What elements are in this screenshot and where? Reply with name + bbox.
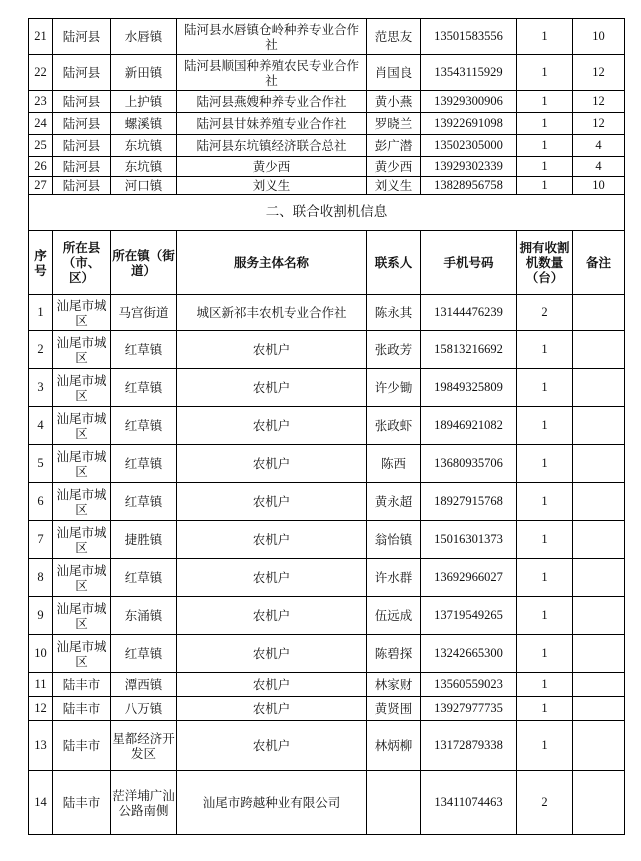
cell-count: 1: [517, 157, 573, 177]
table-row: [29, 521, 625, 559]
cell-entity: 陆河县水唇镇仓岭种养专业合作社: [177, 19, 367, 55]
cell-town: 红草镇: [111, 559, 177, 597]
cell-count: 1: [517, 721, 573, 771]
header-town: 所在镇（街道）: [111, 231, 177, 295]
cell-phone: 13543115929: [421, 55, 517, 91]
cell-count: 1: [517, 483, 573, 521]
cell-phone: 13922691098: [421, 113, 517, 135]
cell-phone: 13719549265: [421, 597, 517, 635]
cell-phone: 18927915768: [421, 483, 517, 521]
cell-entity: 农机户: [177, 521, 367, 559]
cell-no: 1: [29, 295, 53, 331]
cell-count: 1: [517, 445, 573, 483]
cell-contact: 范思友: [367, 19, 421, 55]
header-row: [29, 231, 625, 295]
section-title: 二、联合收割机信息: [29, 195, 625, 231]
cell-entity: 刘义生: [177, 177, 367, 195]
table-row: [29, 91, 625, 113]
cell-entity: 汕尾市跨越种业有限公司: [177, 771, 367, 835]
header-count: 拥有收割机数量（台）: [517, 231, 573, 295]
cell-contact: 许水群: [367, 559, 421, 597]
header-remark: 备注: [573, 231, 625, 295]
cell-no: 10: [29, 635, 53, 673]
cell-contact: 张政芳: [367, 331, 421, 369]
cell-county: 陆河县: [53, 177, 111, 195]
cell-contact: 翁怡镇: [367, 521, 421, 559]
cell-contact: 张政虾: [367, 407, 421, 445]
cell-remark: [573, 445, 625, 483]
cell-town: 红草镇: [111, 369, 177, 407]
cell-county: 陆河县: [53, 135, 111, 157]
cell-county: 陆丰市: [53, 771, 111, 835]
cell-no: 8: [29, 559, 53, 597]
cell-entity: 农机户: [177, 407, 367, 445]
cell-entity: 农机户: [177, 445, 367, 483]
cell-entity: 陆河县甘妹养殖专业合作社: [177, 113, 367, 135]
cell-town: 东坑镇: [111, 135, 177, 157]
cell-entity: 农机户: [177, 483, 367, 521]
cell-county: 陆河县: [53, 19, 111, 55]
table-row: [29, 721, 625, 771]
cell-town: 新田镇: [111, 55, 177, 91]
cell-no: 7: [29, 521, 53, 559]
cell-entity: 农机户: [177, 559, 367, 597]
cell-no: 23: [29, 91, 53, 113]
cell-no: 4: [29, 407, 53, 445]
table-row: [29, 673, 625, 697]
cell-contact: 肖国良: [367, 55, 421, 91]
cell-remark: 4: [573, 157, 625, 177]
cell-no: 22: [29, 55, 53, 91]
cell-remark: [573, 771, 625, 835]
cell-county: 汕尾市城区: [53, 369, 111, 407]
table-row: [29, 369, 625, 407]
cell-remark: 12: [573, 55, 625, 91]
cell-count: 1: [517, 331, 573, 369]
cell-town: 红草镇: [111, 635, 177, 673]
cell-remark: [573, 369, 625, 407]
cell-phone: 13501583556: [421, 19, 517, 55]
cell-town: 捷胜镇: [111, 521, 177, 559]
cell-town: 水唇镇: [111, 19, 177, 55]
cell-count: 1: [517, 407, 573, 445]
cell-remark: [573, 597, 625, 635]
cell-entity: 农机户: [177, 721, 367, 771]
cell-no: 14: [29, 771, 53, 835]
cell-contact: 陈西: [367, 445, 421, 483]
cell-no: 6: [29, 483, 53, 521]
cell-phone: 13927977735: [421, 697, 517, 721]
cell-contact: 陈碧探: [367, 635, 421, 673]
cell-count: 1: [517, 697, 573, 721]
cell-county: 汕尾市城区: [53, 521, 111, 559]
cell-town: 八万镇: [111, 697, 177, 721]
table-row: [29, 177, 625, 195]
cell-entity: 农机户: [177, 369, 367, 407]
cell-contact: 陈永其: [367, 295, 421, 331]
header-contact: 联系人: [367, 231, 421, 295]
header-no: 序号: [29, 231, 53, 295]
cell-town: 螺溪镇: [111, 113, 177, 135]
cell-no: 11: [29, 673, 53, 697]
cell-remark: [573, 483, 625, 521]
cell-town: 东坑镇: [111, 157, 177, 177]
cell-county: 陆河县: [53, 157, 111, 177]
cell-remark: [573, 635, 625, 673]
cell-entity: 陆河县顺国种养殖农民专业合作社: [177, 55, 367, 91]
cell-phone: 15813216692: [421, 331, 517, 369]
cell-contact: 许少锄: [367, 369, 421, 407]
cell-entity: 黄少西: [177, 157, 367, 177]
cell-count: 1: [517, 559, 573, 597]
cell-contact: 彭广潜: [367, 135, 421, 157]
cell-county: 汕尾市城区: [53, 407, 111, 445]
cell-no: 26: [29, 157, 53, 177]
table-row: [29, 55, 625, 91]
cell-remark: 12: [573, 113, 625, 135]
cell-phone: 13929300906: [421, 91, 517, 113]
cell-phone: 13242665300: [421, 635, 517, 673]
cell-remark: [573, 521, 625, 559]
cell-remark: 4: [573, 135, 625, 157]
cell-county: 汕尾市城区: [53, 597, 111, 635]
cell-count: 1: [517, 135, 573, 157]
cell-town: 上护镇: [111, 91, 177, 113]
cell-no: 3: [29, 369, 53, 407]
table-row: [29, 445, 625, 483]
cell-count: 1: [517, 19, 573, 55]
cell-town: 河口镇: [111, 177, 177, 195]
cell-remark: [573, 721, 625, 771]
cell-county: 汕尾市城区: [53, 483, 111, 521]
cell-town: 红草镇: [111, 331, 177, 369]
cell-county: 陆丰市: [53, 721, 111, 771]
cell-count: 1: [517, 55, 573, 91]
cell-remark: [573, 697, 625, 721]
cell-phone: 13692966027: [421, 559, 517, 597]
table-row: [29, 771, 625, 835]
cell-contact: 林炳柳: [367, 721, 421, 771]
table-row: [29, 331, 625, 369]
cell-remark: 12: [573, 91, 625, 113]
section-title-row: [29, 195, 625, 231]
cell-county: 汕尾市城区: [53, 331, 111, 369]
cell-count: 1: [517, 113, 573, 135]
cell-town: 茫洋埔广汕公路南侧: [111, 771, 177, 835]
cell-remark: [573, 295, 625, 331]
cell-no: 2: [29, 331, 53, 369]
cell-entity: 农机户: [177, 673, 367, 697]
cell-county: 陆河县: [53, 91, 111, 113]
cell-county: 汕尾市城区: [53, 445, 111, 483]
cell-entity: 农机户: [177, 697, 367, 721]
cell-remark: 10: [573, 19, 625, 55]
cell-phone: 19849325809: [421, 369, 517, 407]
header-entity: 服务主体名称: [177, 231, 367, 295]
cell-no: 12: [29, 697, 53, 721]
table-row: [29, 483, 625, 521]
table-row: [29, 635, 625, 673]
harvester-body: [29, 295, 625, 835]
cell-county: 汕尾市城区: [53, 559, 111, 597]
cell-contact: 林家财: [367, 673, 421, 697]
cell-entity: 陆河县东坑镇经济联合总社: [177, 135, 367, 157]
cell-remark: [573, 331, 625, 369]
cell-remark: [573, 673, 625, 697]
cell-phone: 15016301373: [421, 521, 517, 559]
cell-town: 东涌镇: [111, 597, 177, 635]
cell-phone: 13502305000: [421, 135, 517, 157]
cell-contact: 刘义生: [367, 177, 421, 195]
cell-no: 21: [29, 19, 53, 55]
header-county: 所在县（市、区）: [53, 231, 111, 295]
cell-count: 1: [517, 521, 573, 559]
cell-phone: 13560559023: [421, 673, 517, 697]
cell-count: 1: [517, 597, 573, 635]
cell-no: 5: [29, 445, 53, 483]
table-row: [29, 135, 625, 157]
table-row: [29, 697, 625, 721]
cell-contact: 罗晓兰: [367, 113, 421, 135]
cell-count: 2: [517, 771, 573, 835]
cell-remark: [573, 559, 625, 597]
table-row: [29, 157, 625, 177]
harvester-info-table: [28, 18, 625, 835]
cell-no: 27: [29, 177, 53, 195]
cell-remark: [573, 407, 625, 445]
cell-entity: 城区新祁丰农机专业合作社: [177, 295, 367, 331]
cell-county: 汕尾市城区: [53, 295, 111, 331]
cell-town: 潭西镇: [111, 673, 177, 697]
table-row: [29, 19, 625, 55]
cell-no: 13: [29, 721, 53, 771]
table-row: [29, 295, 625, 331]
header-phone: 手机号码: [421, 231, 517, 295]
cell-count: 1: [517, 673, 573, 697]
cell-contact: 黄贤围: [367, 697, 421, 721]
cell-entity: 陆河县燕嫂种养专业合作社: [177, 91, 367, 113]
cell-county: 陆丰市: [53, 673, 111, 697]
cell-town: 红草镇: [111, 407, 177, 445]
cell-town: 星都经济开发区: [111, 721, 177, 771]
cell-phone: 13828956758: [421, 177, 517, 195]
cell-count: 1: [517, 635, 573, 673]
cell-county: 陆河县: [53, 113, 111, 135]
cell-town: 红草镇: [111, 445, 177, 483]
cell-phone: 13144476239: [421, 295, 517, 331]
cell-count: 1: [517, 369, 573, 407]
table-row: [29, 597, 625, 635]
cell-county: 陆丰市: [53, 697, 111, 721]
previous-section-body: [29, 19, 625, 195]
cell-contact: 黄少西: [367, 157, 421, 177]
cell-contact: 黄永超: [367, 483, 421, 521]
cell-no: 25: [29, 135, 53, 157]
table-row: [29, 559, 625, 597]
cell-phone: 13929302339: [421, 157, 517, 177]
cell-contact: 伍远成: [367, 597, 421, 635]
cell-count: 1: [517, 177, 573, 195]
cell-phone: 13680935706: [421, 445, 517, 483]
cell-phone: 18946921082: [421, 407, 517, 445]
cell-remark: 10: [573, 177, 625, 195]
cell-entity: 农机户: [177, 597, 367, 635]
cell-contact: [367, 771, 421, 835]
table-row: [29, 407, 625, 445]
cell-no: 9: [29, 597, 53, 635]
cell-county: 陆河县: [53, 55, 111, 91]
cell-contact: 黄小燕: [367, 91, 421, 113]
cell-phone: 13411074463: [421, 771, 517, 835]
cell-count: 1: [517, 91, 573, 113]
cell-town: 马宫街道: [111, 295, 177, 331]
cell-town: 红草镇: [111, 483, 177, 521]
cell-entity: 农机户: [177, 635, 367, 673]
cell-phone: 13172879338: [421, 721, 517, 771]
table-row: [29, 113, 625, 135]
cell-entity: 农机户: [177, 331, 367, 369]
cell-county: 汕尾市城区: [53, 635, 111, 673]
cell-count: 2: [517, 295, 573, 331]
cell-no: 24: [29, 113, 53, 135]
